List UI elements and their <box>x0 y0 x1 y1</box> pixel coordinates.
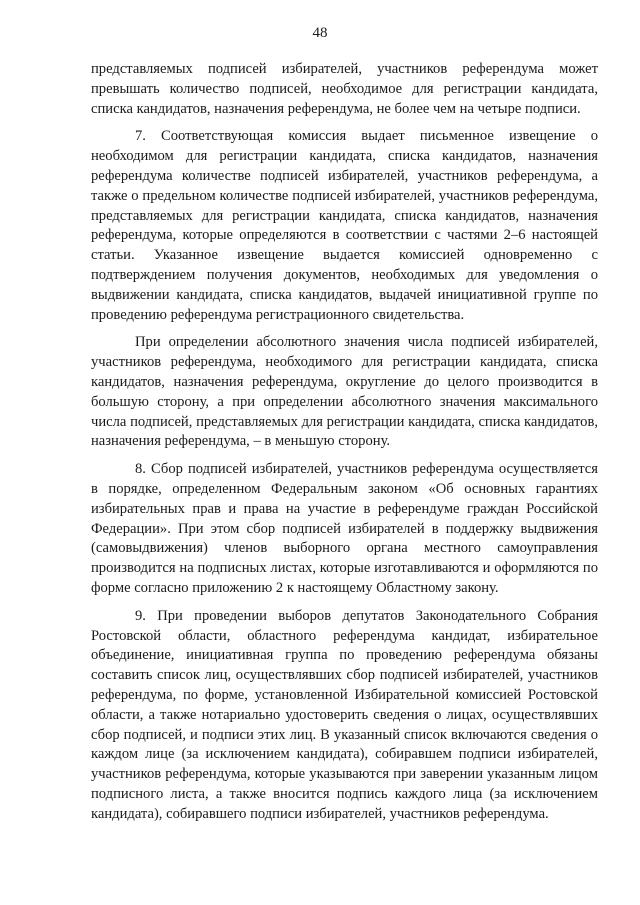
paragraph-clause-7: 7. Соответствующая комиссия выдает письменное извещение о необходимом для регистрации кандидата, списка кандидатов, назначения референдума количестве подписей избирателей, участников референдума, а также о предельном количестве подписей избирателей, участников референдума, представляемых для регистрации кандидата, списка кандидатов, назначения референдума, которые определяются в соответствии с частями 2–6 настоящей статьи. Указанное извещение выдается комиссией одновременно с подтверждением получения документов, необходимых для уведомления о выдвижении кандидата, списка кандидатов, выдачей инициативной группе по проведению референдума регистрационного свидетельства. <box>91 128 598 323</box>
paragraph-clause-9: 9. При проведении выборов депутатов Законодательного Собрания Ростовской области, областного референдума кандидат, избирательное объединение, инициативная группа по проведению референдума обязаны составить список лиц, осуществлявших сбор подписей избирателей, участников референдума, по форме, установленной Избирательной комиссией Ростовской области, а также нотариально удостоверить сведения о лицах, осуществлявших сбор подписей, и подписи этих лиц. В указанный список включаются сведения о каждом лице (за исключением кандидата), собиравшем подписи избирателей, участников референдума, которые указываются при заверении указанным лицом подписного листа, а также вносится подпись каждого лица (за исключением кандидата), собиравшего подписи избирателей, участников референдума. <box>91 607 598 822</box>
page-number: 48 <box>312 25 328 41</box>
paragraph-continuation: представляемых подписей избирателей, участников референдума может превышать количество подписей, необходимое для регистрации кандидата, списка кандидатов, назначения референдума, не более чем на четыре подписи. <box>91 61 598 117</box>
document-body <box>91 60 598 824</box>
paragraph-rounding: При определении абсолютного значения числа подписей избирателей, участников референдума, необходимого для регистрации кандидата, списка кандидатов, назначения референдума, округление до целого производится в большую сторону, а при определении абсолютного значения максимального числа подписей, представляемых для регистрации кандидата, списка кандидатов, назначения референдума, – в меньшую сторону. <box>91 334 598 450</box>
paragraph-clause-8: 8. Сбор подписей избирателей, участников референдума осуществляется в порядке, определенном Федеральным законом «Об основных гарантиях избирательных прав и права на участие в референдуме граждан Российской Федерации». При этом сбор подписей избирателей в поддержку выдвижения (самовыдвижения) членов выборного органа местного самоуправления производится на подписных листах, которые изготавливаются и оформляются по форме согласно приложению 2 к настоящему Областному закону. <box>91 461 598 596</box>
